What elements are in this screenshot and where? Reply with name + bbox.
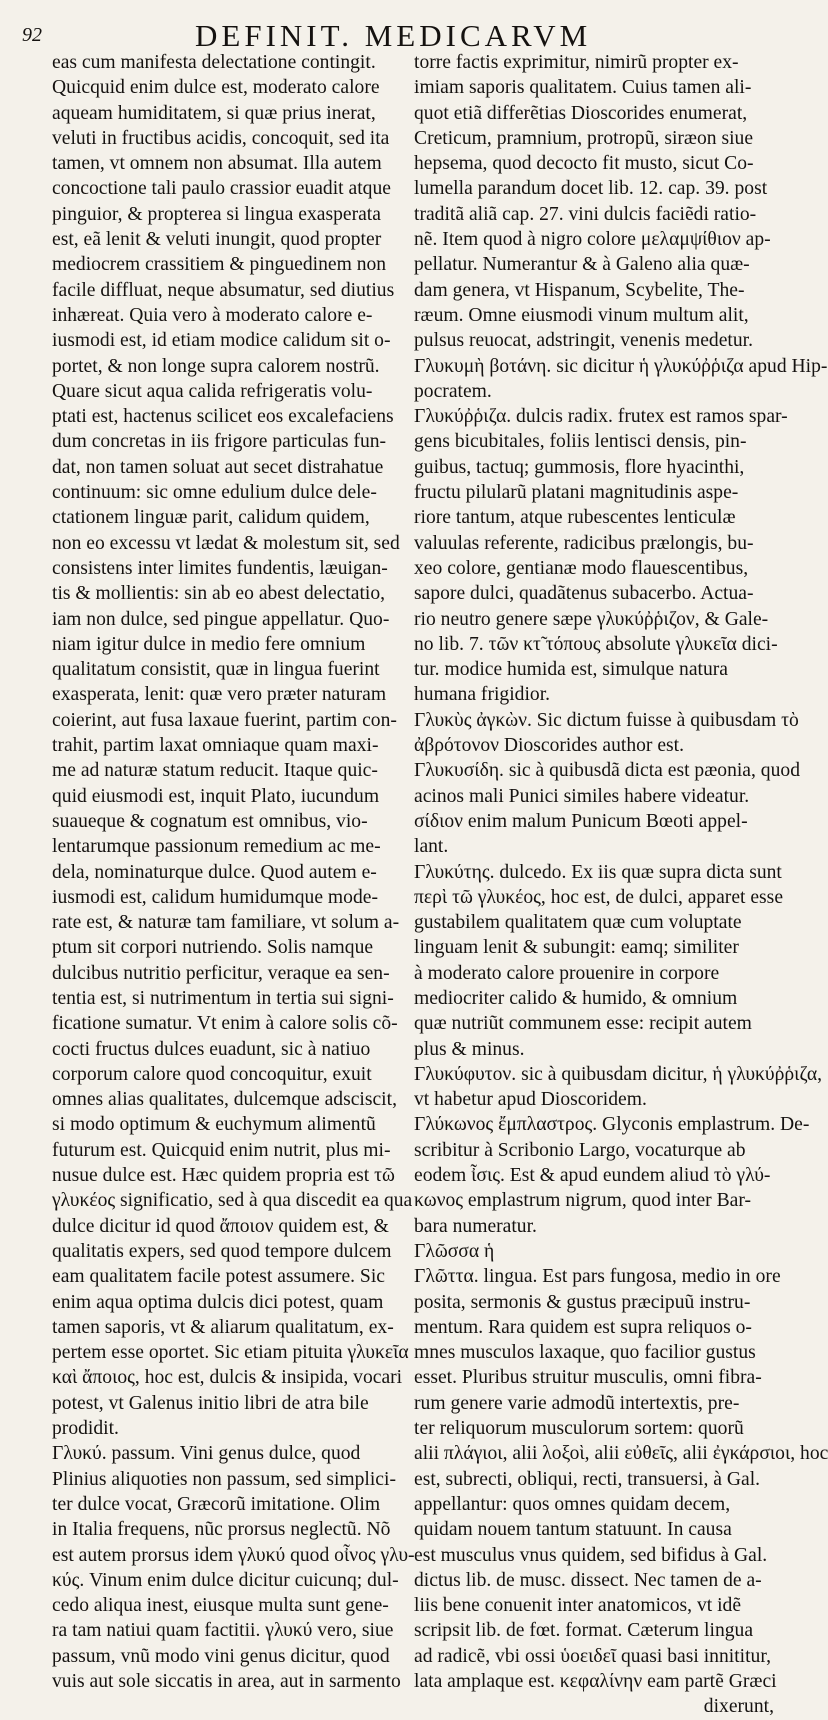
text-line: vt habetur apud Dioscoridem.	[414, 1089, 647, 1111]
text-line: fructu pilularũ platani magnitudinis aspe-	[414, 482, 739, 504]
text-line: bara numeratur.	[414, 1215, 537, 1237]
text-line: linguam lenit & subungit: eamq; similiter	[414, 937, 739, 959]
text-line: Γλῶττα. lingua. Est pars fungosa, medio in ore	[414, 1266, 781, 1288]
text-line: pertem esse oportet. Sic etiam pituita γλυκεῖα	[52, 1342, 409, 1364]
text-line: liis bene conuenit inter anatomicos, vt idẽ	[414, 1595, 742, 1617]
text-line: pocratem.	[414, 380, 492, 402]
text-line: ficatione sumatur. Vt enim à calore solis cõ-	[52, 1013, 398, 1035]
text-line: quot etiã differẽtias Dioscorides enumerat,	[414, 102, 748, 124]
text-line: Γλῶσσα ἡ	[414, 1240, 495, 1262]
text-line: pulsus reuocat, adstringit, venenis medetur.	[414, 330, 754, 352]
text-line: niam igitur dulce in medio fere omnium	[52, 633, 366, 655]
text-line: ptati est, hactenus scilicet eos excalefaciens	[52, 406, 394, 428]
text-line: qualitatum consistit, quæ in lingua fuerint	[52, 659, 380, 681]
text-line: dulce dicitur id quod ἄποιον quidem est, &	[52, 1215, 389, 1237]
text-line: sapore dulci, quadãtenus subacerbo. Actua-	[414, 583, 754, 605]
text-line: ptum sit corpori nutriendo. Solis namque	[52, 937, 374, 959]
text-line: à moderato calore prouenire in corpore	[414, 962, 720, 984]
page-number: 92	[22, 24, 42, 46]
text-line: cocti fructus dulces euadunt, sic à natiuo	[52, 1038, 371, 1060]
text-line: eam qualitatem facile potest assumere. Sic	[52, 1266, 385, 1288]
running-title: DEFINIT. MEDICARVM	[195, 18, 592, 53]
text-line: Γλυκύῤῥιζα. dulcis radix. frutex est ramos spar-	[414, 406, 788, 428]
text-line: gustabilem qualitatem quæ cum voluptate	[414, 912, 742, 934]
text-line: Quare sicut aqua calida refrigeratis volu-	[52, 380, 373, 402]
text-line: scripsit lib. de fœt. format. Cæterum lingua	[414, 1620, 754, 1642]
text-line: futurum est. Quicquid enim nutrit, plus mi-	[52, 1139, 391, 1161]
text-line: pellatur. Numerantur & à Galeno alia quæ-	[414, 254, 750, 276]
text-line: portet, & non longe supra calorem nostrũ.	[52, 355, 380, 377]
text-line: Plinius aliquoties non passum, sed simplici-	[52, 1468, 396, 1490]
text-line: pinguior, & propterea si lingua exasperata	[52, 203, 381, 225]
text-line: esset. Pluribus struitur musculis, omni fibra-	[414, 1367, 762, 1389]
text-line: traditã aliã cap. 27. vini dulcis faciẽdi ratio-	[414, 203, 757, 225]
text-line: dam genera, vt Hispanum, Scybelite, The-	[414, 279, 745, 301]
text-line: ter dulce vocat, Græcorũ imitatione. Olim	[52, 1493, 381, 1515]
text-line: quid eiusmodi est, inquit Plato, iucundum	[52, 785, 380, 807]
text-line: Γλύκωνος ἔμπλαστρος. Glyconis emplastrum. De-	[414, 1114, 810, 1136]
running-head	[0, 6, 800, 53]
text-line: si modo optimum & euchymum alimentũ	[52, 1114, 376, 1136]
text-line: mentum. Rara quidem est supra reliquos o-	[414, 1316, 752, 1338]
text-line: valuulas referente, radicibus prælongis, bu-	[414, 532, 754, 554]
text-line: corporum calore quod concoquitur, exuit	[52, 1063, 372, 1085]
text-line: tamen saporis, vt & aliarum qualitatum, ex-	[52, 1316, 394, 1338]
text-line: καὶ ἄποιος, hoc est, dulcis & insipida, vocari	[52, 1367, 403, 1389]
text-line: alii πλάγιοι, alii λοξοὶ, alii εὐθεῖς, alii ἐγκάρσιοι, hoc	[414, 1443, 828, 1465]
text-line: passum, vnũ modo vini genus dicitur, quod	[52, 1645, 390, 1667]
text-line: ἀβρότονον Dioscorides author est.	[414, 735, 685, 757]
text-line: dictus lib. de musc. dissect. Nec tamen de a-	[414, 1569, 762, 1591]
text-line: lata amplaque est. κεφαλίνην eam partẽ Græci	[414, 1671, 777, 1692]
text-line: consistens inter limites fundentis, læuigan-	[52, 557, 388, 579]
text-line: ctationem linguæ parit, calidum quidem,	[52, 507, 370, 529]
text-line: riore tantum, atque rubescentes lenticulæ	[414, 507, 736, 529]
text-line: est, eã lenit & veluti inungit, quod propter	[52, 229, 382, 251]
text-line: nusue dulce est. Hæc quidem propria est τῶ	[52, 1165, 395, 1187]
text-line: hepsema, quod decocto fit musto, sicut Co-	[414, 153, 754, 175]
text-line: iusmodi est, id etiam modice calidum sit o-	[52, 330, 391, 352]
text-line: ræum. Omne eiusmodi vinum multum alit,	[414, 304, 749, 326]
text-line: omnes alias qualitates, dulcemque adsciscit,	[52, 1089, 397, 1111]
text-line: posita, sermonis & gustus præcipuũ instru-	[414, 1291, 751, 1313]
text-line: trahit, partim laxat omniaque quam maxi-	[52, 735, 379, 757]
text-line: non eo excessu vt lædat & molestum sit, sed	[52, 532, 400, 554]
right-text-column	[414, 50, 828, 1720]
left-text-column	[52, 50, 415, 1694]
text-line: mediocriter calido & humido, & omnium	[414, 987, 738, 1009]
text-line: eas cum manifesta delectatione contingit.	[52, 52, 376, 73]
text-line: appellantur: quos omnes quidam decem,	[414, 1493, 731, 1515]
text-line: vuis aut sole siccatis in area, aut in sarmento	[52, 1671, 401, 1692]
text-line: humana frigidior.	[414, 684, 551, 706]
text-line: Γλυκυμὴ βοτάνη. sic dicitur ἡ γλυκύῤῥιζα apud Hip-	[414, 355, 828, 377]
text-line: dela, nominaturque dulce. Quod autem e-	[52, 861, 377, 883]
text-line: ad radicẽ, vbi ossi ὑοειδεῖ quasi basi innititur,	[414, 1645, 771, 1667]
text-line: no lib. 7. τῶν κτ̃ τόπους absolute γλυκεῖα dici-	[414, 633, 778, 655]
text-line: est, subrecti, obliqui, recti, transuersi, à Gal.	[414, 1468, 761, 1490]
text-line: est musculus vnus quidem, sed bifidus à Gal.	[414, 1544, 768, 1566]
text-line: est autem prorsus idem γλυκύ quod οἶνος γλυ-	[52, 1544, 415, 1566]
text-line: σίδιον enim malum Punicum Bœoti appel-	[414, 810, 748, 832]
text-line: gens bicubitales, foliis lentisci densis, pin-	[414, 431, 747, 453]
text-line: Γλυκύτης. dulcedo. Ex iis quæ supra dicta sunt	[414, 861, 782, 883]
text-line: mediocrem crassitiem & pinguedinem non	[52, 254, 387, 276]
text-line: qualitatis expers, sed quod tempore dulcem	[52, 1240, 392, 1262]
text-line: Creticum, pramnium, protropũ, siræon siue	[414, 127, 754, 149]
text-line: γλυκέος significatio, sed à qua discedit ea qua	[52, 1190, 413, 1212]
text-line: prodidit.	[52, 1418, 119, 1440]
text-line: Quicquid enim dulce est, moderato calore	[52, 77, 380, 99]
text-line: dulcibus nutritio perficitur, veraque ea sen-	[52, 962, 390, 984]
text-line: tamen, vt omnem non absumat. Illa autem	[52, 153, 382, 175]
text-line: rum genere varie admodũ intertextis, pre-	[414, 1392, 740, 1414]
text-line: enim aqua optima dulcis dici potest, quam	[52, 1291, 384, 1313]
text-line: tis & mollientis: sin ab eo abest delectatio,	[52, 583, 386, 605]
text-line: coierint, aut fusa laxaue fuerint, partim con-	[52, 709, 397, 731]
text-line: Γλυκὺς ἀγκὼν. Sic dictum fuisse à quibusdam τὸ	[414, 709, 799, 731]
text-line: iusmodi est, calidum humidumque mode-	[52, 886, 378, 908]
text-line: dum concretas in iis frigore particulas fun-	[52, 431, 387, 453]
text-line: xeo colore, gentianæ modo flauescentibus,	[414, 557, 749, 579]
text-line: rate est, & naturæ tam familiare, vt solum a-	[52, 912, 400, 934]
text-line: cedo aliqua inest, eiusque multa sunt gene-	[52, 1595, 389, 1617]
text-line: quæ nutriũt communem esse: recipit autem	[414, 1013, 752, 1035]
text-line: exasperata, lenit: quæ vero præter naturam	[52, 684, 387, 706]
text-line: acinos mali Punici similes habere videatur.	[414, 785, 750, 807]
text-line: lumella parandum docet lib. 12. cap. 39. post	[414, 178, 768, 200]
text-line: rio neutro genere sæpe γλυκύῤῥιζον, & Gale-	[414, 608, 769, 630]
text-line: ra tam natiui quam factitii. γλυκύ vero, siue	[52, 1620, 394, 1642]
text-line: me ad naturæ statum reducit. Itaque quic-	[52, 760, 378, 782]
text-line: quidam nouem tantum statuunt. In causa	[414, 1519, 732, 1541]
text-line: lentarumque passionum remedium ac me-	[52, 836, 381, 858]
text-line: dixerunt,	[703, 1696, 774, 1718]
text-line: tentia est, si nutrimentum in tertia sui signi-	[52, 987, 394, 1009]
text-line: lant.	[414, 836, 449, 858]
text-line: ter reliquorum musculorum sortem: quorũ	[414, 1418, 744, 1440]
text-line: scribitur à Scribonio Largo, vocaturque ab	[414, 1139, 746, 1161]
text-line: περὶ τῶ γλυκέος, hoc est, de dulci, apparet esse	[414, 886, 784, 908]
text-line: imiam saporis qualitatem. Cuius tamen ali-	[414, 77, 752, 99]
text-line: aqueam humiditatem, si quæ prius inerat,	[52, 102, 376, 124]
text-line: veluti in fructibus acidis, concoquit, sed ita	[52, 127, 390, 149]
text-line: concoctione tali paulo crassior euadit atque	[52, 178, 391, 200]
text-line: inhæreat. Quia vero à moderato calore e-	[52, 304, 373, 326]
text-line: eodem ἶσις. Est & apud eundem aliud τὸ γλύ-	[414, 1165, 771, 1187]
text-line: guibus, tactuq; gummosis, flore hyacinthi,	[414, 456, 745, 478]
text-line: plus & minus.	[414, 1038, 525, 1060]
text-line: facile diffluat, neque absumatur, sed diutius	[52, 279, 395, 301]
text-line: dat, non tamen soluat aut secet distrahatue	[52, 456, 384, 478]
text-line: tur. modice humida est, simulque natura	[414, 659, 728, 681]
text-line: suaueque & cognatum est omnibus, vio-	[52, 810, 368, 832]
text-line: nẽ. Item quod à nigro colore μελαμψίθιον ap-	[414, 229, 771, 251]
text-line: potest, vt Galenus initio libri de atra bile	[52, 1392, 369, 1414]
text-line: κύς. Vinum enim dulce dicitur cuicunq; dul-	[52, 1569, 399, 1591]
text-line: Γλυκύ. passum. Vini genus dulce, quod	[52, 1443, 361, 1465]
text-line: torre factis exprimitur, nimirũ propter ex-	[414, 52, 739, 73]
text-line: mnes musculos laxaque, quo facilior gustus	[414, 1342, 756, 1364]
text-line: Γλυκύφυτον. sic à quibusdam dicitur, ἡ γλυκύῤῥιζα,	[414, 1063, 823, 1085]
text-line: continuum: sic omne edulium dulce dele-	[52, 482, 377, 504]
text-line: in Italia frequens, nũc prorsus neglectũ. Nõ	[52, 1519, 391, 1541]
text-line: iam non dulce, sed pingue appellatur. Quo-	[52, 608, 390, 630]
text-line: Γλυκυσίδη. sic à quibusdã dicta est pæonia, quod	[414, 760, 800, 782]
text-line: κωνος emplastrum nigrum, quod inter Bar-	[414, 1190, 752, 1212]
